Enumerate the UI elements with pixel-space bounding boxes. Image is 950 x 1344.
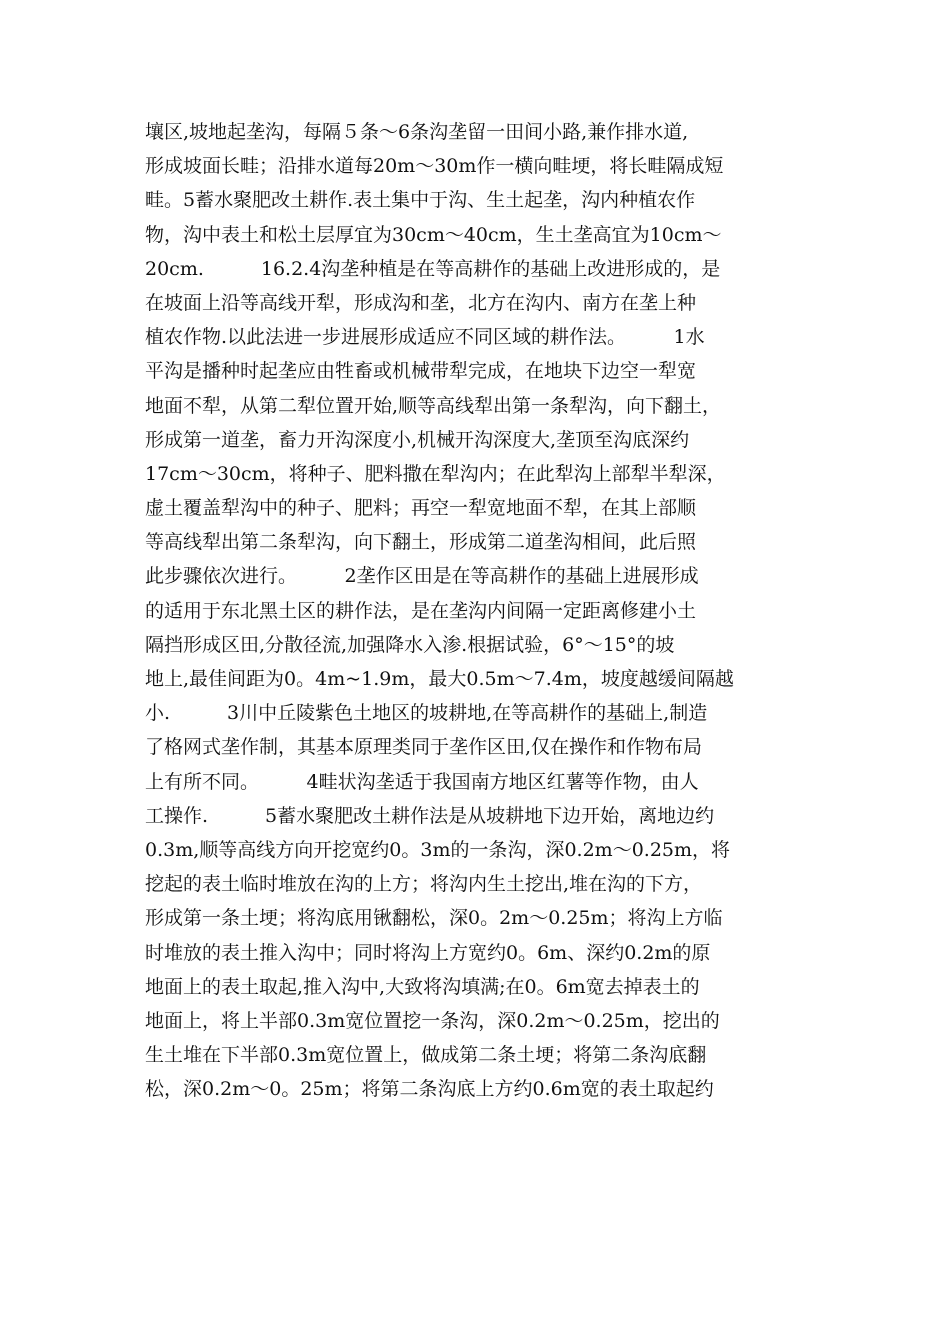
text-line: 畦。5蓄水聚肥改土耕作.表土集中于沟、生土起垄，沟内种植农作 (145, 189, 696, 212)
text-line: 壤区,坡地起垄沟，每隔５条～6条沟垄留一田间小路,兼作排水道, (145, 121, 689, 143)
text-line: 形成第一条土埂；将沟底用锹翻松，深0。2m～0.25m；将沟上方临 (145, 907, 723, 930)
text-line: 地面上，将上半部0.3m宽位置挖一条沟，深0.2m～0.25m，挖出的 (145, 1009, 720, 1032)
text-line: 形成坡面长畦；沿排水道每20m～30m作一横向畦埂，将长畦隔成短 (145, 155, 724, 178)
text-line: 形成第一道垄，畜力开沟深度小,机械开沟深度大,垄顶至沟底深约 (145, 428, 690, 451)
text-line: 此步骤依次进行。 2垄作区田是在等高耕作的基础上进展形成 (145, 565, 699, 588)
text-line: 等高线犁出第二条犁沟，向下翻土，形成第二道垄沟相间，此后照 (145, 531, 697, 554)
text-line: 生土堆在下半部0.3m宽位置上，做成第二条土埂；将第二条沟底翻 (145, 1044, 707, 1067)
text-line: 的适用于东北黑土区的耕作法，是在垄沟内间隔一定距离修建小土 (145, 599, 697, 622)
text-line: 20cm. 16.2.4沟垄种植是在等高耕作的基础上改进形成的，是 (145, 257, 721, 280)
body-text (145, 115, 825, 1106)
text-line: 在坡面上沿等高线开犁，形成沟和垄，北方在沟内、南方在垄上种 (145, 291, 697, 314)
text-line: 上有所不同。 4畦状沟垄适于我国南方地区红薯等作物，由人 (145, 770, 699, 793)
text-line: 平沟是播种时起垄应由牲畜或机械带犁完成，在地块下边空一犁宽 (145, 360, 697, 383)
text-line: 挖起的表土临时堆放在沟的上方；将沟内生土挖出,堆在沟的下方， (145, 873, 703, 896)
text-line: 地面不犁，从第二犁位置开始,顺等高线犁出第一条犁沟，向下翻土， (145, 394, 722, 417)
text-line: 了格网式垄作制，其基本原理类同于垄作区田,仅在操作和作物布局 (145, 736, 703, 759)
text-line: 地面上的表土取起,推入沟中,大致将沟填满;在0。6m宽去掉表土的 (145, 975, 700, 998)
text-line: 隔挡形成区田,分散径流,加强降水入渗.根据试验，6°～15°的坡 (145, 633, 675, 656)
text-line: 工操作. 5蓄水聚肥改土耕作法是从坡耕地下边开始，离地边约 (145, 804, 715, 827)
text-line: 植农作物.以此法进一步进展形成适应不同区域的耕作法。 1水 (145, 326, 705, 349)
text-line: 0.3m,顺等高线方向开挖宽约0。3m的一条沟，深0.2m～0.25m，将 (145, 838, 731, 861)
text-line: 地上,最佳间距为0。4m~1.9m，最大0.5m～7.4m，坡度越缓间隔越 (145, 668, 734, 690)
text-line: 虚土覆盖犁沟中的种子、肥料；再空一犁宽地面不犁，在其上部顺 (145, 497, 697, 520)
text-line: 时堆放的表土推入沟中；同时将沟上方宽约0。6m、深约0.2m的原 (145, 941, 711, 964)
text-line: 17cm～30cm，将种子、肥料撒在犁沟内；在此犁沟上部犁半犁深， (145, 462, 726, 485)
text-line: 小. 3川中丘陵紫色土地区的坡耕地,在等高耕作的基础上,制造 (145, 702, 708, 725)
text-line: 松，深0.2m～0。25m；将第二条沟底上方约0.6m宽的表土取起约 (145, 1078, 714, 1101)
text-line: 物，沟中表土和松土层厚宜为30cm～40cm，生土垄高宜为10cm～ (145, 223, 722, 246)
